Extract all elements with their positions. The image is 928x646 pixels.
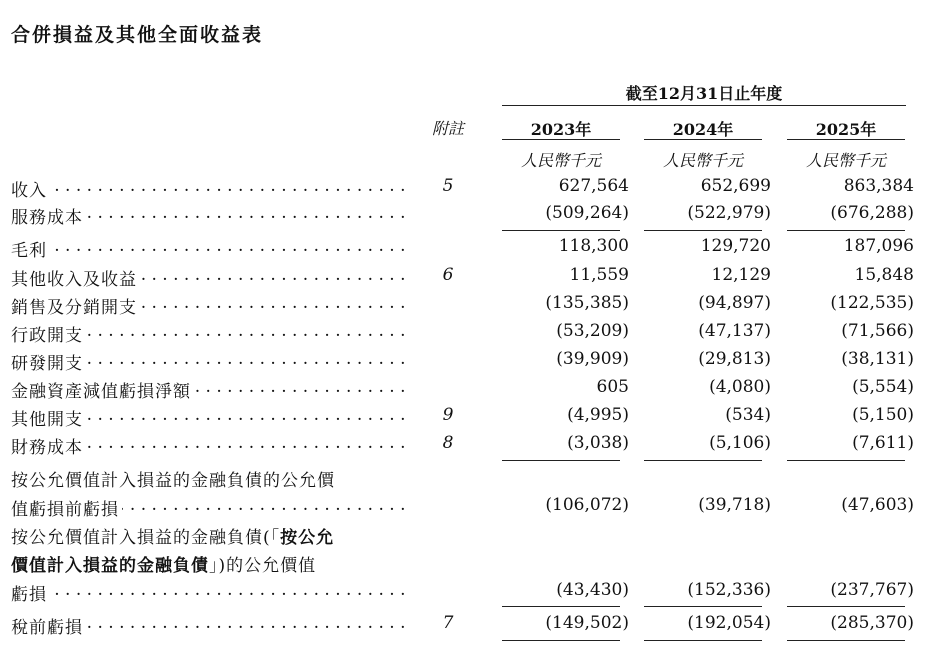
note-column-header: 附註 xyxy=(431,119,464,138)
subtotal-rule xyxy=(502,230,620,231)
value-2024: (29,813) xyxy=(698,349,771,369)
value-2025: (5,150) xyxy=(852,405,914,425)
table-row xyxy=(0,551,928,578)
page-title: 合併損益及其他全面收益表 xyxy=(11,24,264,46)
value-2023: (135,385) xyxy=(545,293,629,313)
row-label-line-2: 值虧損前虧損 xyxy=(11,500,122,520)
row-note: 6 xyxy=(442,265,454,285)
row-note: 7 xyxy=(442,613,454,633)
table-row xyxy=(0,236,928,263)
value-2023: (39,909) xyxy=(556,349,629,369)
value-2025: (71,566) xyxy=(841,321,914,341)
value-2023: (53,209) xyxy=(556,321,629,341)
period-header: 截至12月31日止年度 xyxy=(625,84,783,103)
value-2024: (192,054) xyxy=(687,613,771,633)
value-2023: 11,559 xyxy=(569,265,629,285)
row-label-line-2: 」)的公允價值 xyxy=(209,556,317,576)
table-row xyxy=(0,433,928,460)
row-label-line-3: 虧損 xyxy=(11,585,50,605)
value-2024: (47,137) xyxy=(698,321,771,341)
table-row xyxy=(0,523,928,550)
value-2025: (122,535) xyxy=(830,293,914,313)
value-2025: 187,096 xyxy=(843,236,914,256)
subtotal-rule xyxy=(644,460,762,461)
row-label-line-1: 按公允價值計入損益的金融負債的公允價 xyxy=(11,471,338,491)
value-2025: (676,288) xyxy=(830,203,914,223)
row-label: 銷售及分銷開支 xyxy=(11,298,140,318)
subtotal-rule xyxy=(502,460,620,461)
value-2023: 605 xyxy=(596,377,629,397)
row-label: 其他收入及收益 xyxy=(11,270,140,290)
subtotal-rule xyxy=(644,230,762,231)
table-row xyxy=(0,405,928,432)
value-2025: 863,384 xyxy=(843,176,914,196)
value-2023: (43,430) xyxy=(556,580,629,600)
subtotal-rule xyxy=(787,606,905,607)
table-row xyxy=(0,495,928,522)
table-row xyxy=(0,580,928,607)
value-2023: 627,564 xyxy=(558,176,629,196)
row-label-line-1: 按公允價值計入損益的金融負債(「 xyxy=(11,528,281,548)
row-label: 毛利 xyxy=(11,241,50,261)
year-rule-2025 xyxy=(787,139,905,140)
year-rule-2024 xyxy=(644,139,762,140)
total-rule xyxy=(787,640,905,641)
row-note: 8 xyxy=(442,433,454,453)
year-rule-2023 xyxy=(502,139,620,140)
unit-label-2024: 人民幣千元 xyxy=(662,151,743,170)
value-2024: (534) xyxy=(725,405,771,425)
row-note: 9 xyxy=(442,405,454,425)
subtotal-rule xyxy=(502,606,620,607)
unit-label-2023: 人民幣千元 xyxy=(520,151,601,170)
value-2024: (152,336) xyxy=(687,580,771,600)
table-row xyxy=(0,321,928,348)
value-2024: (39,718) xyxy=(698,495,771,515)
value-2025: (285,370) xyxy=(830,613,914,633)
value-2024: (522,979) xyxy=(687,203,771,223)
defined-term-part-1: 按公允 xyxy=(280,528,335,548)
subtotal-rule xyxy=(787,230,905,231)
row-label: 行政開支 xyxy=(11,326,86,346)
table-row xyxy=(0,293,928,320)
defined-term-part-2: 價值計入損益的金融負債 xyxy=(11,556,209,576)
value-2023: (149,502) xyxy=(545,613,629,633)
row-note: 5 xyxy=(442,176,454,196)
row-label: 稅前虧損 xyxy=(11,618,86,638)
year-header-2025: 2025年 xyxy=(815,120,877,139)
row-label: 收入 xyxy=(11,181,50,201)
subtotal-rule xyxy=(644,606,762,607)
value-2025: 15,848 xyxy=(854,265,914,285)
value-2023: 118,300 xyxy=(558,236,629,256)
table-row xyxy=(0,176,928,203)
total-rule xyxy=(644,640,762,641)
row-label: 研發開支 xyxy=(11,354,86,374)
table-row xyxy=(0,613,928,640)
value-2023: (4,995) xyxy=(567,405,629,425)
subtotal-rule xyxy=(787,460,905,461)
value-2025: (7,611) xyxy=(852,433,914,453)
value-2024: 652,699 xyxy=(700,176,771,196)
value-2024: 129,720 xyxy=(700,236,771,256)
value-2024: (5,106) xyxy=(709,433,771,453)
table-row xyxy=(0,466,928,493)
value-2025: (5,554) xyxy=(852,377,914,397)
value-2025: (237,767) xyxy=(830,580,914,600)
row-label: 服務成本 xyxy=(11,208,86,228)
unit-label-2025: 人民幣千元 xyxy=(805,151,886,170)
value-2025: (47,603) xyxy=(841,495,914,515)
period-rule xyxy=(502,105,906,106)
total-rule xyxy=(502,640,620,641)
value-2024: (4,080) xyxy=(709,377,771,397)
value-2023: (3,038) xyxy=(567,433,629,453)
table-row xyxy=(0,377,928,404)
value-2025: (38,131) xyxy=(841,349,914,369)
table-row xyxy=(0,203,928,230)
value-2023: (106,072) xyxy=(545,495,629,515)
row-label: 金融資產減值虧損淨額 xyxy=(11,382,194,402)
value-2023: (509,264) xyxy=(545,203,629,223)
table-row xyxy=(0,265,928,292)
year-header-2024: 2024年 xyxy=(672,120,734,139)
value-2024: (94,897) xyxy=(698,293,771,313)
row-label: 其他開支 xyxy=(11,410,86,430)
value-2024: 12,129 xyxy=(711,265,771,285)
row-label: 財務成本 xyxy=(11,438,86,458)
table-row xyxy=(0,349,928,376)
year-header-2023: 2023年 xyxy=(530,120,592,139)
